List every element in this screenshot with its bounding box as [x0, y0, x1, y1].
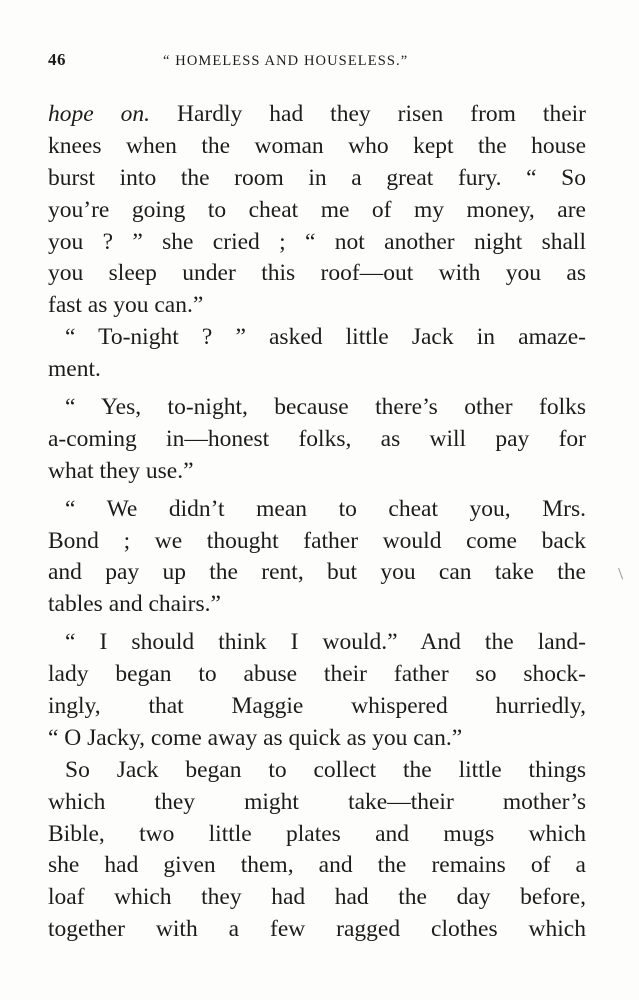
text-line: “ O Jacky, come away as quick as you can.”: [48, 724, 463, 751]
text-line: you sleep under this roof—out with you as: [48, 260, 586, 287]
italic-phrase: hope on.: [48, 101, 151, 127]
text-line: So Jack began to collect the little things: [65, 756, 586, 783]
text-line: and pay up the rent, but you can take the: [48, 559, 586, 586]
text-line: “ I should think I would.” And the land-: [65, 629, 586, 656]
text-line: tables and chairs.”: [48, 591, 221, 618]
text-line: knees when the woman who kept the house: [48, 132, 586, 159]
text-line: “ To-night ? ” asked little Jack in amaze-: [65, 324, 586, 351]
margin-mark: [618, 567, 627, 580]
text-line: ingly, that Maggie whispered hurriedly,: [48, 693, 586, 720]
text-line: fast as you can.”: [48, 292, 204, 319]
text-line: [48, 99, 586, 131]
text-line: burst into the room in a great fury. “ So: [48, 164, 586, 191]
text-line-rest: Hardly had they risen from their: [150, 101, 586, 127]
text-line: ment.: [48, 356, 101, 383]
running-head: “ HOMELESS AND HOUSELESS.”: [163, 53, 409, 69]
text-line: Bible, two little plates and mugs which: [48, 820, 586, 847]
page-header: [48, 50, 588, 80]
text-line: you’re going to cheat me of my money, are: [48, 196, 586, 223]
text-line: you ? ” she cried ; “ not another night shall: [48, 228, 586, 255]
text-line: “ We didn’t mean to cheat you, Mrs.: [65, 495, 586, 522]
text-line: a-coming in—honest folks, as will pay for: [48, 425, 586, 452]
text-line: “ Yes, to-night, because there’s other folks: [65, 394, 586, 421]
page-number: 46: [48, 50, 66, 69]
text-line: lady began to abuse their father so shock-: [48, 661, 586, 688]
text-line: Bond ; we thought father would come back: [48, 527, 586, 554]
text-line: she had given them, and the remains of a: [48, 852, 586, 879]
text-line: loaf which they had had the day before,: [48, 884, 586, 911]
text-line: together with a few ragged clothes which: [48, 916, 586, 943]
text-line: which they might take—their mother’s: [48, 788, 586, 815]
body-text: [48, 99, 586, 946]
text-line: what they use.”: [48, 457, 194, 484]
